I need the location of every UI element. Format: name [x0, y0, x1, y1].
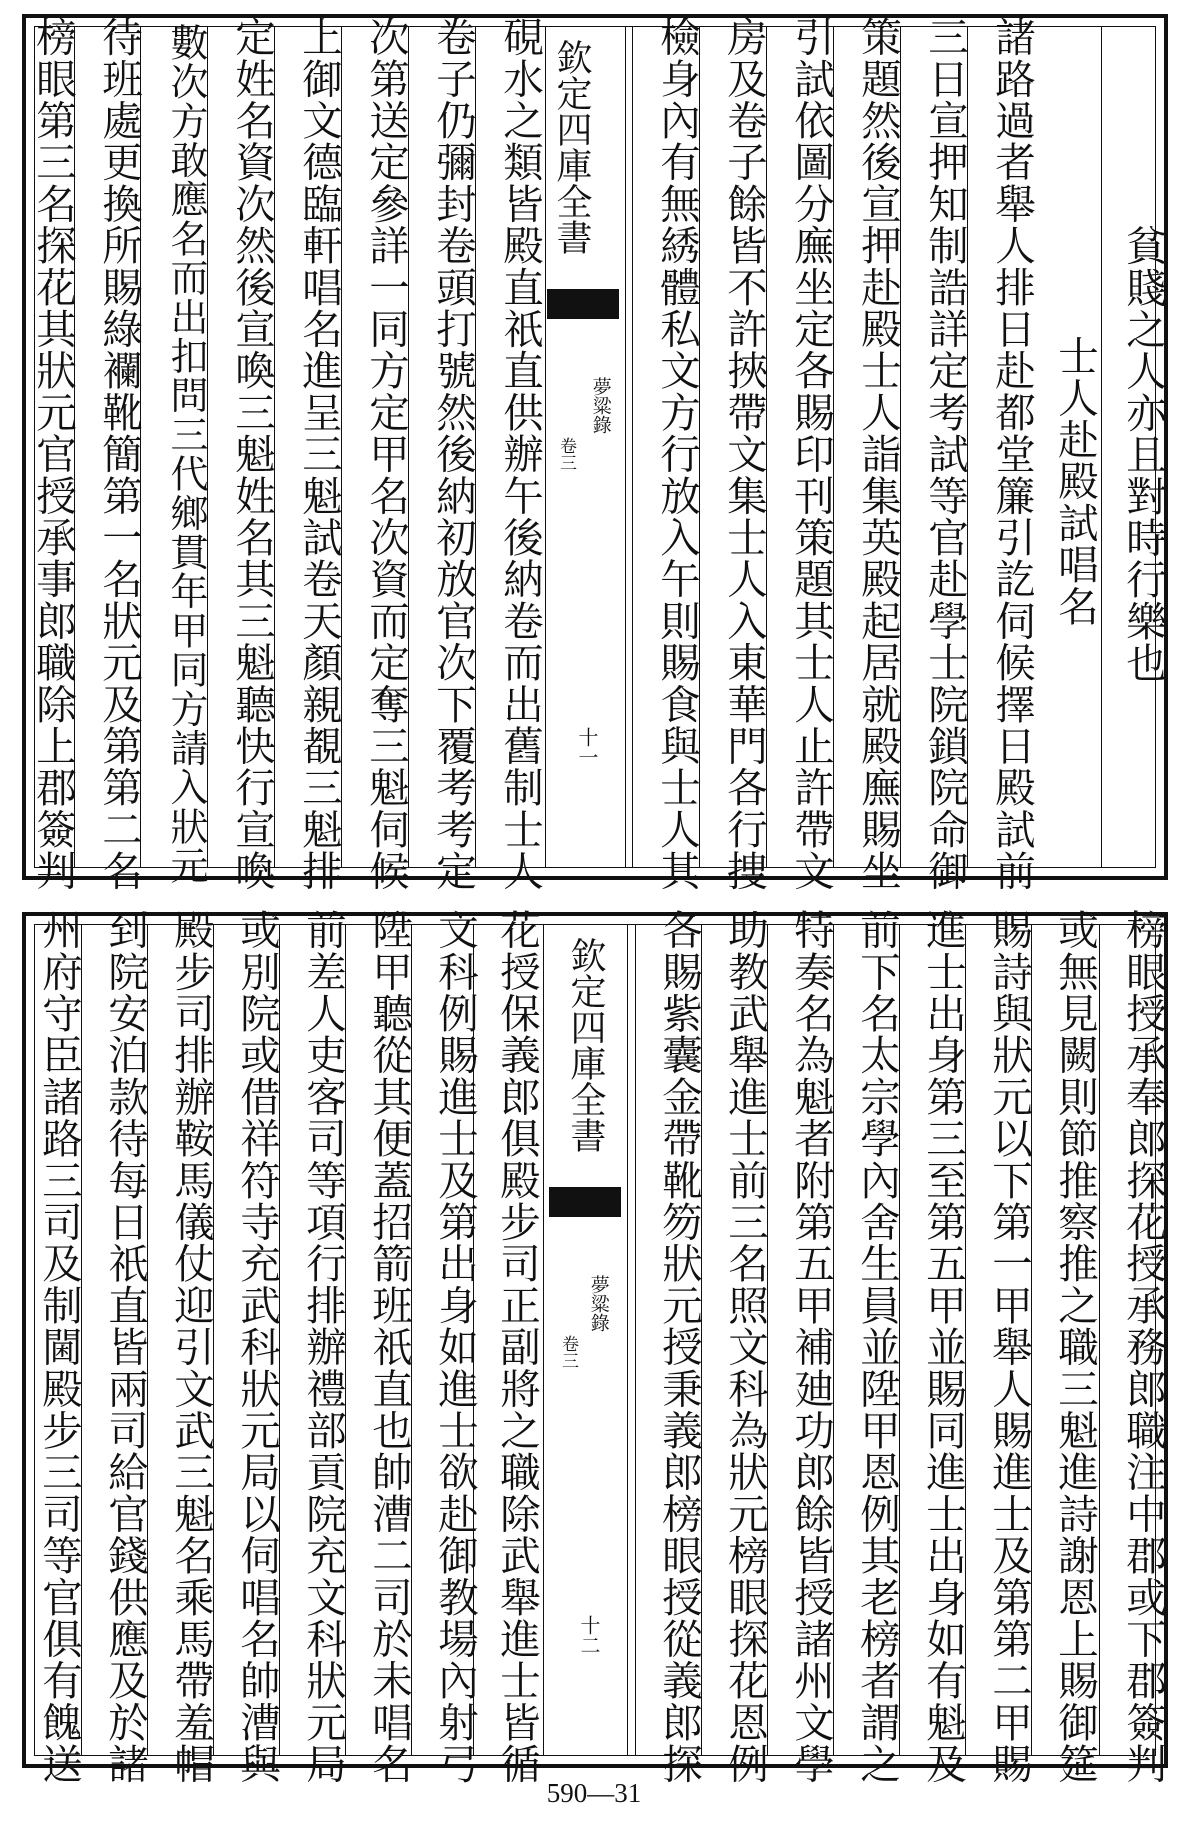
center-margin: [545, 27, 627, 867]
text-column: 前差人吏客司等項行排辦禮部貢院充文科狀元局: [299, 909, 347, 1785]
text-column: 助教武舉進士前三名照文科為狀元榜眼探花恩例: [721, 909, 769, 1785]
text-column: 特奏名為魁者附第五甲補廸功郎餘皆授諸州文學: [787, 909, 835, 1785]
page-number-footer: 590—31: [546, 1778, 642, 1808]
text-column: 到院安泊款待每日祇直皆兩司給官錢供應及於諸: [101, 909, 149, 1785]
text-column: 策題然後宣押赴殿士人詣集英殿起居就殿廡賜坐: [854, 16, 902, 892]
text-column: 花授保義郎俱殿步司正副將之職除武舉進士皆循: [493, 909, 541, 1785]
text-column: 陞甲聽從其便蓋招箭班祇直也帥漕二司於未唱名: [365, 909, 413, 1785]
text-column: 定姓名資次然後宣喚三魁姓名其三魁聽快行宣喚: [228, 16, 276, 892]
margin-book: 夢粱錄: [587, 1275, 610, 1332]
margin-volume: 卷三: [556, 437, 576, 471]
text-column: 次第送定參詳一同方定甲名次資而定奪三魁伺候: [362, 16, 410, 892]
text-column: 前下名太宗學內舍生員並陞甲恩例其老榜者謂之: [853, 909, 901, 1785]
margin-volume: 卷三: [558, 1335, 578, 1369]
text-column: 賜詩與狀元以下第一甲舉人賜進士及第第二甲賜: [985, 909, 1033, 1785]
text-column: 或別院或借祥符寺充武科狀元局以伺唱名帥漕與: [233, 909, 281, 1785]
text-column: 或無見闕則節推察推之職三魁進詩謝恩上賜御筵: [1051, 909, 1099, 1785]
text-column: 各賜紫囊金帶靴笏狀元授秉義郎榜眼授從義郎探: [655, 909, 703, 1785]
text-column: 殿步司排辦鞍馬儀仗迎引文武三魁名乘馬帶羞帽: [167, 909, 215, 1785]
top-page-panel: [22, 14, 1168, 892]
margin-book: 夢粱錄: [589, 377, 612, 434]
text-column: 貧賤之人亦且對時行樂也: [1119, 224, 1167, 684]
center-margin-band: [543, 925, 629, 1755]
text-column: 待班處更換所賜綠襴靴簡第一名狀元及第第二名: [95, 16, 143, 892]
text-column: 檢身內有無綉體私文方行放入午則賜食與士人其: [653, 16, 701, 892]
bottom-page-panel: [22, 909, 1168, 1785]
margin-title: 欽定四庫全書: [565, 937, 606, 1153]
text-column: 上御文德臨軒唱名進呈三魁試卷天顏親覩三魁排: [295, 16, 343, 892]
margin-title: 欽定四庫全書: [551, 39, 592, 255]
bottom-page-frame: [34, 909, 1167, 1785]
top-page-frame: [29, 16, 1167, 892]
text-column: 引試依圖分廡坐定各賜印刊策題其士人止許帶文: [787, 16, 835, 892]
text-column: 州府守臣諸路三司及制閫殿步三司等官俱有餽送: [35, 909, 83, 1785]
text-column: 三日宣押知制誥詳定考試等官赴學士院鎖院命御: [921, 16, 969, 892]
text-column: 榜眼授承奉郎探花授承務郎職注中郡或下郡簽判: [1119, 909, 1167, 1785]
text-column: 硯水之類皆殿直祇直供辦午後納卷而出舊制士人: [496, 16, 544, 892]
section-heading: 士人赴殿試唱名: [1051, 335, 1099, 627]
margin-page: 十二: [577, 1615, 601, 1655]
margin-page: 十一: [575, 727, 599, 767]
fishtail-mark: [547, 289, 619, 319]
text-column: 進士出身第三至第五甲並賜同進士出身如有魁及: [919, 909, 967, 1785]
text-column: 文科例賜進士及第出身如進士欲赴御教場內射弓: [431, 909, 479, 1785]
fishtail-mark: [549, 1187, 621, 1217]
text-column: 數次方敢應名而出扣問三代鄉貫年甲同方請入狀元: [164, 22, 208, 886]
text-column: 卷子仍彌封卷頭打號然後納初放官次下覆考考定: [429, 16, 477, 892]
text-column: 諸路過者舉人排日赴都堂簾引訖伺候擇日殿試前: [988, 16, 1036, 892]
text-column: 榜眼第三名探花其狀元官授承事郎職除上郡簽判: [29, 16, 77, 892]
text-column: 房及卷子餘皆不許挾帶文集士人入東華門各行捜: [720, 16, 768, 892]
